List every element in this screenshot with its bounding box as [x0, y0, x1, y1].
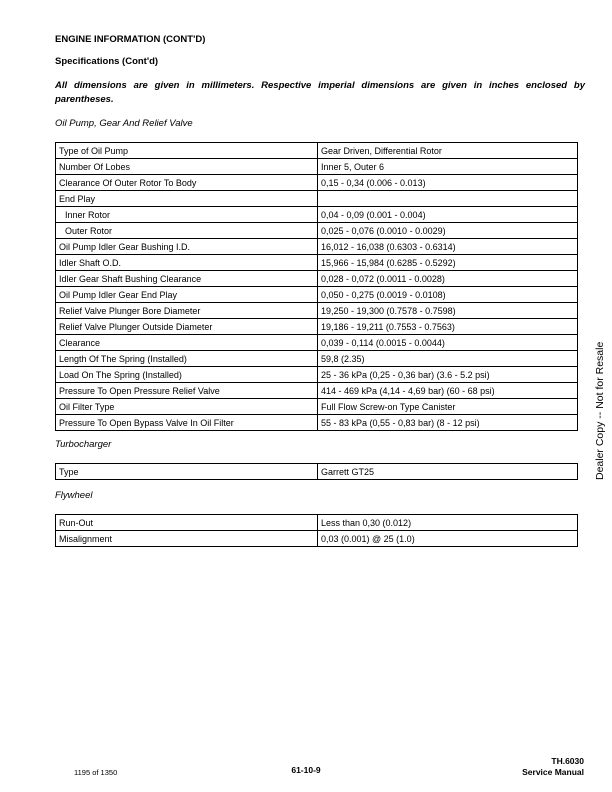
- table-row: [56, 367, 578, 383]
- table-row: [56, 239, 578, 255]
- table-row: [56, 303, 578, 319]
- spec-name-cell: Oil Pump Idler Gear End Play: [56, 287, 318, 303]
- spec-value-cell: 19,250 - 19,300 (0.7578 - 0.7598): [318, 303, 578, 319]
- spec-name-cell: Clearance Of Outer Rotor To Body: [56, 175, 318, 191]
- spec-name-cell: Type: [56, 464, 318, 480]
- table-row: [56, 464, 578, 480]
- page-number: 61-10-9: [291, 765, 321, 775]
- document-code: TH.6030: [551, 756, 584, 766]
- table-row: [56, 159, 578, 175]
- spec-name-cell: Outer Rotor: [56, 223, 318, 239]
- spec-name-cell: Relief Valve Plunger Bore Diameter: [56, 303, 318, 319]
- spec-value-cell: 16,012 - 16,038 (0.6303 - 0.6314): [318, 239, 578, 255]
- turbocharger-heading: Turbocharger: [55, 439, 112, 450]
- spec-name-cell: Pressure To Open Bypass Valve In Oil Filter: [56, 415, 318, 431]
- table-row: [56, 383, 578, 399]
- spec-name-cell: Inner Rotor: [56, 207, 318, 223]
- spec-value-cell: Gear Driven, Differential Rotor: [318, 143, 578, 159]
- spec-name-cell: Misalignment: [56, 531, 318, 547]
- spec-value-cell: Full Flow Screw-on Type Canister: [318, 399, 578, 415]
- spec-name-cell: Pressure To Open Pressure Relief Valve: [56, 383, 318, 399]
- table-row: [56, 515, 578, 531]
- oil-pump-heading: Oil Pump, Gear And Relief Valve: [55, 118, 193, 129]
- spec-value-cell: 55 - 83 kPa (0,55 - 0,83 bar) (8 - 12 psi): [318, 415, 578, 431]
- dealer-copy-watermark: Dealer Copy -- Not for Resale: [594, 341, 606, 480]
- spec-name-cell: Clearance: [56, 335, 318, 351]
- spec-name-cell: Length Of The Spring (Installed): [56, 351, 318, 367]
- spec-name-cell: Load On The Spring (Installed): [56, 367, 318, 383]
- document-name: Service Manual: [522, 767, 584, 777]
- spec-value-cell: Garrett GT25: [318, 464, 578, 480]
- table-row: [56, 223, 578, 239]
- table-row: [56, 207, 578, 223]
- oil-pump-table: [55, 142, 578, 431]
- table-row: [56, 255, 578, 271]
- section-subtitle: Specifications (Cont'd): [55, 56, 159, 67]
- spec-value-cell: 0,03 (0.001) @ 25 (1.0): [318, 531, 578, 547]
- spec-value-cell: 0,025 - 0,076 (0.0010 - 0.0029): [318, 223, 578, 239]
- table-row: [56, 175, 578, 191]
- spec-name-cell: Run-Out: [56, 515, 318, 531]
- page-count: 1195 of 1350: [74, 768, 118, 777]
- units-note: All dimensions are given in millimeters. Respective imperial dimensions are given in inches enclosed by parentheses.: [55, 80, 585, 105]
- flywheel-heading: Flywheel: [55, 490, 93, 501]
- table-row: [56, 335, 578, 351]
- table-row: [56, 319, 578, 335]
- page-title: ENGINE INFORMATION (CONT'D): [55, 34, 206, 45]
- spec-name-cell: Oil Filter Type: [56, 399, 318, 415]
- spec-value-cell: 414 - 469 kPa (4,14 - 4,69 bar) (60 - 68 psi): [318, 383, 578, 399]
- spec-name-cell: Idler Shaft O.D.: [56, 255, 318, 271]
- table-row: [56, 531, 578, 547]
- spec-name-cell: Oil Pump Idler Gear Bushing I.D.: [56, 239, 318, 255]
- table-row: [56, 143, 578, 159]
- spec-name-cell: Number Of Lobes: [56, 159, 318, 175]
- table-row: [56, 287, 578, 303]
- spec-value-cell: 0,15 - 0,34 (0.006 - 0.013): [318, 175, 578, 191]
- spec-value-cell: 19,186 - 19,211 (0.7553 - 0.7563): [318, 319, 578, 335]
- turbocharger-table: [55, 463, 578, 480]
- flywheel-table: [55, 514, 578, 547]
- spec-value-cell: 25 - 36 kPa (0,25 - 0,36 bar) (3.6 - 5.2 psi): [318, 367, 578, 383]
- spec-value-cell: 15,966 - 15,984 (0.6285 - 0.5292): [318, 255, 578, 271]
- units-note-text: All dimensions are given in millimeters. Respective imperial dimensions are given in inches enclosed by parentheses: [55, 80, 585, 105]
- spec-value-cell: 0,028 - 0,072 (0.0011 - 0.0028): [318, 271, 578, 287]
- table-row: [56, 415, 578, 431]
- spec-value-cell: [318, 191, 578, 207]
- spec-value-cell: 0,050 - 0,275 (0.0019 - 0.0108): [318, 287, 578, 303]
- spec-name-cell: Relief Valve Plunger Outside Diameter: [56, 319, 318, 335]
- table-row: [56, 191, 578, 207]
- spec-name-cell: End Play: [56, 191, 318, 207]
- spec-value-cell: 0,04 - 0,09 (0.001 - 0.004): [318, 207, 578, 223]
- table-row: [56, 399, 578, 415]
- table-row: [56, 271, 578, 287]
- spec-value-cell: Inner 5, Outer 6: [318, 159, 578, 175]
- spec-value-cell: 0,039 - 0,114 (0.0015 - 0.0044): [318, 335, 578, 351]
- spec-value-cell: 59,8 (2.35): [318, 351, 578, 367]
- spec-name-cell: Idler Gear Shaft Bushing Clearance: [56, 271, 318, 287]
- table-row: [56, 351, 578, 367]
- spec-name-cell: Type of Oil Pump: [56, 143, 318, 159]
- spec-value-cell: Less than 0,30 (0.012): [318, 515, 578, 531]
